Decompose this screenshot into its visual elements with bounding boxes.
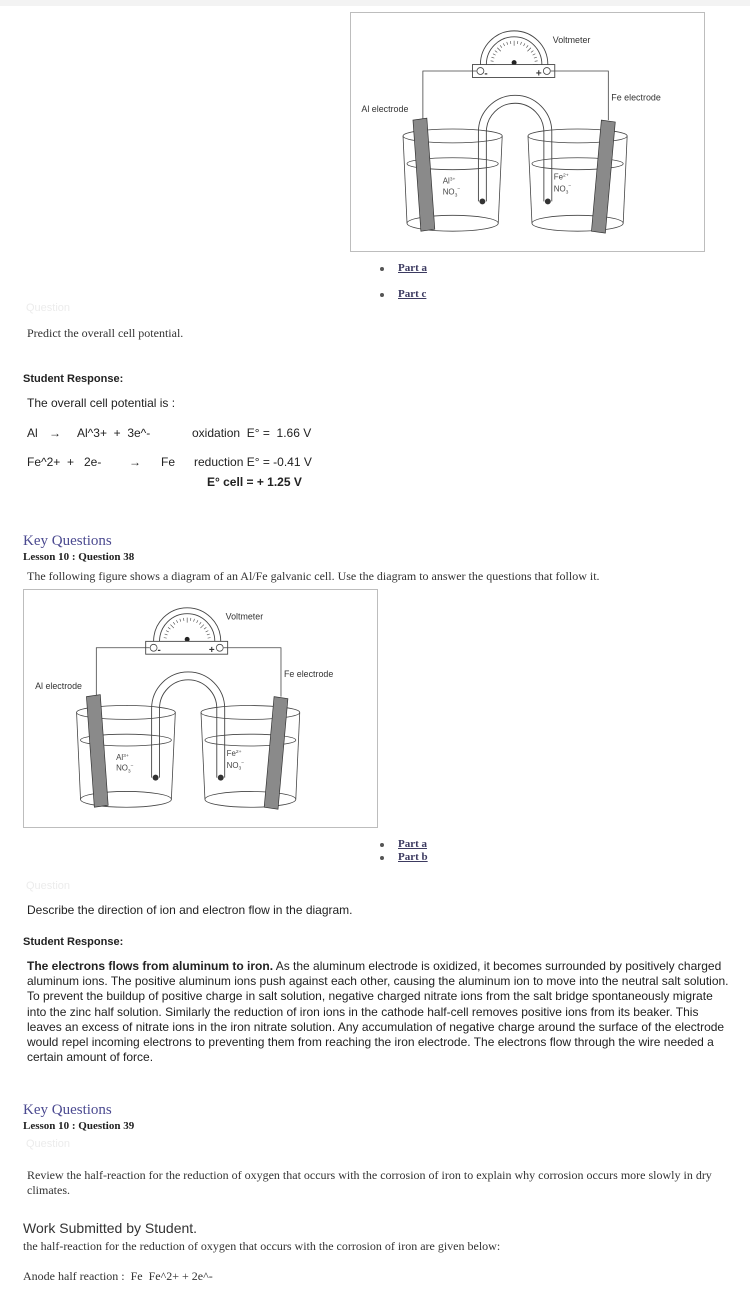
student-response-heading: Student Response: <box>23 373 124 385</box>
al-ion-charge: 3+ <box>123 753 129 759</box>
fe-electrode <box>591 120 615 233</box>
fe-electrode <box>264 697 288 810</box>
nitrate-charge: − <box>457 187 461 193</box>
response-lead-sentence: The electrons flows from aluminum to iron. <box>27 959 274 973</box>
parts-list-2 <box>378 838 428 864</box>
fe-electrode-label: Fe electrode <box>611 92 661 103</box>
student-response-heading: Student Response: <box>23 936 124 948</box>
salt-bridge-inner <box>486 103 544 201</box>
voltmeter-tick <box>200 625 203 628</box>
svg-text:Al3+ <box>443 177 456 186</box>
beaker-left-side <box>77 712 81 799</box>
minus-terminal: - <box>484 68 488 80</box>
al-electrode-label: Al electrode <box>361 104 409 115</box>
fe-ion-charge: 2+ <box>235 749 242 755</box>
svg-text:NO3− <box>554 184 572 195</box>
reduction-equation <box>27 455 427 471</box>
hidden-question-label: Question <box>26 880 71 892</box>
part-a-link[interactable]: Part a <box>398 262 428 274</box>
beaker-right-side <box>296 712 300 799</box>
voltmeter-tick <box>500 45 502 47</box>
voltmeter-tick <box>493 54 496 55</box>
voltmeter-tick <box>204 627 206 629</box>
nitrate-symbol: NO <box>116 763 128 773</box>
work-intro: the half-reaction for the reduction of oxygen that occurs with the corrosion of iron are given below: <box>23 1239 501 1253</box>
diagram-drawing <box>77 608 300 809</box>
cell-potential-result: E° cell = + 1.25 V <box>207 475 302 489</box>
question-intro: The following figure shows a diagram of an Al/Fe galvanic cell. Use the diagram to answer the questions that follow it. <box>27 569 600 583</box>
voltmeter-tick <box>166 631 169 632</box>
positive-terminal-icon <box>543 68 550 75</box>
voltmeter-tick <box>526 45 528 47</box>
plus-terminal: + <box>535 68 542 80</box>
key-questions-title: Key Questions <box>23 1102 112 1118</box>
oxidation-equation <box>27 426 427 442</box>
work-submitted-heading: Work Submitted by Student. <box>23 1220 198 1236</box>
top-strip <box>0 0 750 6</box>
galvanic-cell-diagram <box>351 13 704 251</box>
response-body: As the aluminum electrode is oxidized, it becomes surrounded by positively charged aluminum ions. The positive aluminum ions push against each other, causing the aluminum ion to move into the neutral salt solution. To prevent the buildup of positive charge in salt solution, negative charged nitrate ions from the salt bridge spontaneously migrate into the zinc half solution. Similarly the reduction of iron ions in the cathode half-cell removes positive ions from its beaker. This leaves an excess of nitrate ions in the iron nitrate solution. Any accumulation of negative charge around the surface of the electrode would repel incoming electrons to preventing them from reaching the iron electrode. The electrons flow through the wire needed a certain amount of force. <box>27 959 729 1065</box>
question-text: Review the half-reaction for the reduction of oxygen that occurs with the corrosion of iron to explain why corrosion occurs more slowly in dry climates. <box>27 1168 712 1197</box>
part-a-link[interactable]: Part a <box>398 838 428 850</box>
part-item <box>378 262 427 274</box>
voltmeter-tick <box>531 51 533 53</box>
fe-ion-charge: 2+ <box>563 173 569 179</box>
beaker-right-base <box>532 215 623 231</box>
fe-ion-symbol: Fe <box>226 748 236 758</box>
minus-terminal: - <box>157 645 161 657</box>
salt-bridge-plug-right <box>545 198 551 204</box>
voltmeter-tick <box>497 48 501 52</box>
nitrate-subscript: 3 <box>238 766 242 772</box>
nitrate-symbol: NO <box>226 760 239 770</box>
nitrate-subscript: 3 <box>454 193 458 199</box>
fe-electrode-label: Fe electrode <box>283 668 334 679</box>
wire-left <box>96 648 149 697</box>
beaker-right-side <box>201 712 205 799</box>
plus-terminal: + <box>208 645 215 657</box>
eq-type: oxidation E° = 1.66 V <box>192 426 312 440</box>
voltmeter-tick <box>180 619 181 622</box>
al-electrode-label: Al electrode <box>35 680 82 691</box>
beaker-left-side <box>171 712 175 799</box>
nitrate-charge: − <box>130 763 134 769</box>
beaker-left-side <box>403 136 407 223</box>
salt-bridge-outer <box>152 672 225 778</box>
svg-text:NO3− <box>227 761 245 772</box>
part-item <box>378 851 428 864</box>
voltmeter-tick <box>165 634 168 635</box>
nitrate-subscript: 3 <box>565 190 569 196</box>
voltmeter-tick <box>194 619 195 622</box>
hidden-question-label: Question <box>26 302 71 314</box>
galvanic-cell-figure-2 <box>23 589 378 828</box>
eq-arrow: → <box>49 426 61 440</box>
salt-bridge-outer <box>478 95 551 201</box>
hidden-question-label: Question <box>26 1138 71 1150</box>
eq-product: Al^3+ + 3e^- <box>77 426 151 440</box>
part-c-link[interactable]: Part c <box>398 288 427 300</box>
anode-half-reaction: Anode half reaction : Fe Fe^2+ + 2e^- <box>23 1269 213 1283</box>
salt-bridge-plug-left <box>153 775 159 781</box>
voltmeter-tick <box>207 634 210 635</box>
voltmeter-tick <box>521 42 522 45</box>
nitrate-symbol: NO <box>553 184 566 194</box>
voltmeter-tick <box>491 57 494 58</box>
galvanic-cell-figure-1 <box>350 12 705 252</box>
voltmeter-tick <box>173 622 175 624</box>
nitrate-subscript: 3 <box>127 769 131 775</box>
al-ion-symbol: Al <box>442 176 450 186</box>
voltmeter-label: Voltmeter <box>225 611 264 622</box>
voltmeter-dial-outer <box>480 31 547 65</box>
voltmeter-dial-outer <box>154 608 221 642</box>
voltmeter-tick <box>170 625 173 628</box>
salt-bridge-inner <box>160 680 217 778</box>
eq-reactant: Fe^2+ + 2e- <box>27 455 102 469</box>
svg-text:NO3− <box>116 764 134 775</box>
negative-terminal-icon <box>477 68 484 75</box>
positive-terminal-icon <box>216 644 223 651</box>
salt-bridge-plug-left <box>479 198 485 204</box>
voltmeter-tick <box>199 622 201 624</box>
beaker-right-base <box>205 791 296 807</box>
wire-right <box>551 71 609 120</box>
lesson-label: Lesson 10 : Question 38 <box>23 551 135 563</box>
voltmeter-tick <box>206 631 209 632</box>
galvanic-cell-diagram <box>24 590 377 827</box>
al-electrode <box>413 118 435 231</box>
eq-type: reduction E° = -0.41 V <box>194 455 312 469</box>
diagram-drawing <box>403 31 627 233</box>
svg-text:NO3− <box>443 187 461 198</box>
voltmeter-tick <box>176 620 177 623</box>
nitrate-symbol: NO <box>442 187 455 197</box>
nitrate-charge: − <box>568 184 572 190</box>
svg-text:Al3+ <box>116 753 129 762</box>
al-ion-symbol: Al <box>116 752 124 762</box>
question-text: Predict the overall cell potential. <box>27 326 184 340</box>
al-ion-charge: 3+ <box>449 177 456 183</box>
svg-text:Fe2+ <box>554 173 569 182</box>
eq-product: Fe <box>161 455 176 469</box>
eq-reactant: Al <box>27 426 38 440</box>
voltmeter-tick <box>503 43 504 46</box>
student-response-text <box>27 959 732 1065</box>
voltmeter-tick <box>507 42 508 45</box>
key-questions-title: Key Questions <box>23 533 112 549</box>
voltmeter-tick <box>534 57 537 58</box>
voltmeter-tick <box>197 620 198 623</box>
parts-list-1 <box>378 262 427 300</box>
beaker-right-side <box>623 136 627 223</box>
lesson-label: Lesson 10 : Question 39 <box>23 1120 135 1132</box>
beaker-left-side <box>498 136 502 223</box>
response-intro: The overall cell potential is : <box>27 396 176 410</box>
svg-text:Fe2+ <box>227 749 242 758</box>
wire-right <box>224 648 281 697</box>
nitrate-charge: − <box>241 760 245 766</box>
beaker-right-side <box>528 136 532 223</box>
voltmeter-label: Voltmeter <box>552 34 591 45</box>
voltmeter-tick <box>495 51 497 53</box>
negative-terminal-icon <box>150 644 157 651</box>
fe-ion-symbol: Fe <box>553 172 564 182</box>
voltmeter-tick <box>524 43 525 46</box>
part-item <box>378 838 428 851</box>
voltmeter-tick <box>527 48 531 52</box>
question-text: Describe the direction of ion and electron flow in the diagram. <box>27 903 353 917</box>
part-item <box>378 288 427 300</box>
voltmeter-tick <box>533 54 536 55</box>
voltmeter-tick <box>168 627 170 629</box>
al-electrode <box>86 695 108 808</box>
salt-bridge-plug-right <box>218 775 224 781</box>
part-b-link[interactable]: Part b <box>398 851 428 863</box>
wire-left <box>423 71 477 120</box>
eq-arrow: → <box>129 455 141 469</box>
